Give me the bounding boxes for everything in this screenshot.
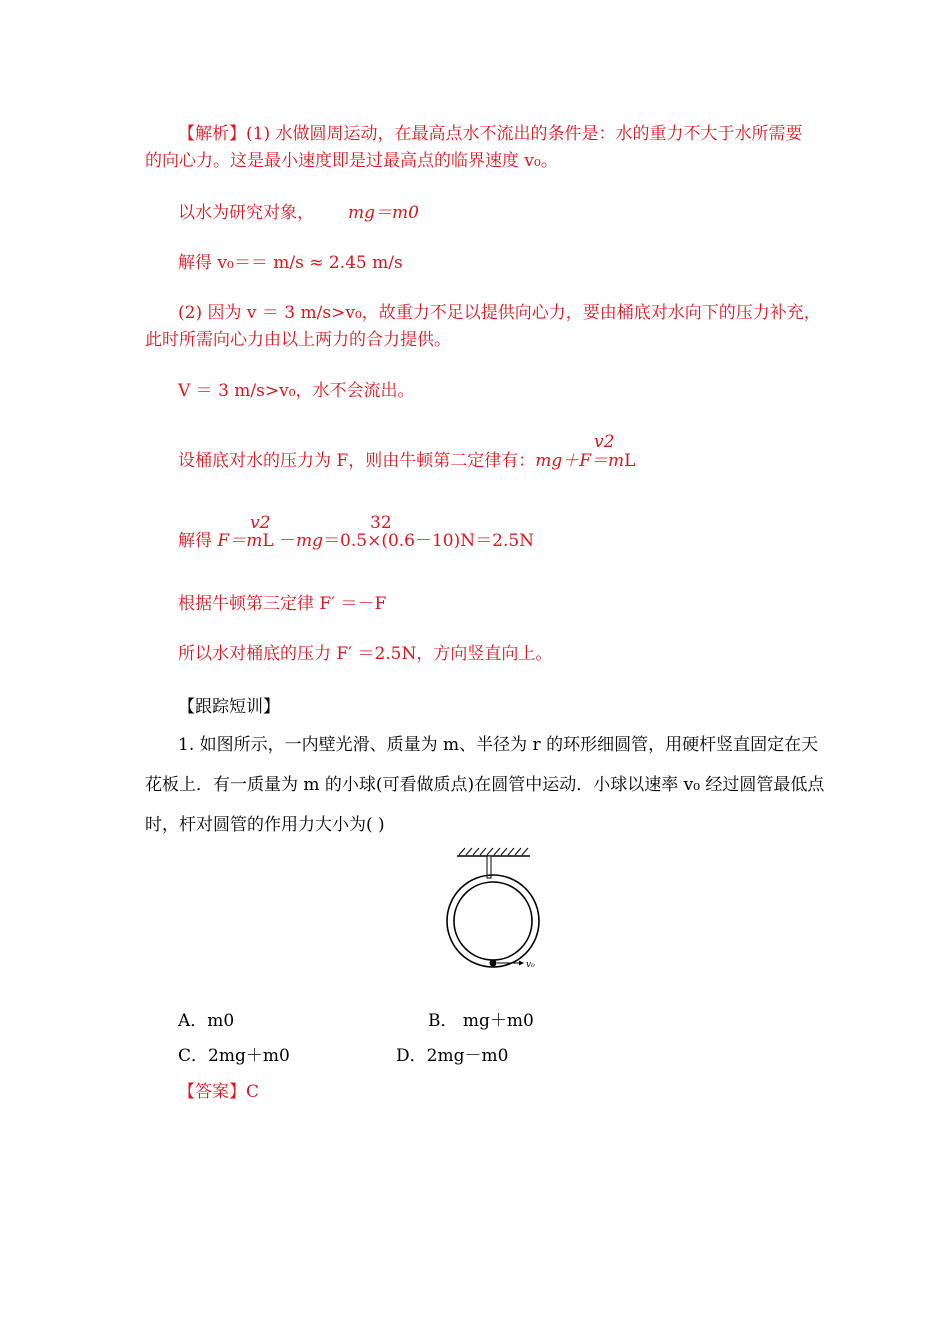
analysis-text: 以水为研究对象，: [178, 203, 314, 223]
analysis-line-7: V ＝ 3 m/s>v₀，水不会流出。: [178, 381, 415, 401]
fraction-numerator: 32: [370, 513, 392, 533]
analysis-line-10: 根据牛顿第三定律 F′ ＝－F: [178, 594, 387, 614]
formula-denominator: L: [624, 451, 636, 471]
analysis-text: 解得: [178, 531, 218, 551]
analysis-line-9: [178, 530, 534, 552]
velocity-label: v₀: [526, 960, 535, 970]
analysis-text: 设桶底对水的压力为 F，则由牛顿第二定律有：: [178, 451, 536, 471]
formula: mg＋F＝m: [535, 451, 625, 471]
option-d: D．2mg－m0: [396, 1046, 509, 1066]
analysis-line-5: (2) 因为 v ＝ 3 m/s>v₀，故重力不足以提供向心力，要由桶底对水向下的压力补充，: [178, 303, 821, 323]
analysis-line-1: [178, 123, 802, 145]
practice-heading: 【跟踪短训】: [178, 697, 280, 717]
analysis-text: (1) 水做圆周运动，在最高点水不流出的条件是：水的重力不大于水所需要: [246, 124, 803, 144]
formula: L －: [262, 531, 297, 551]
analysis-line-2: 的向心力。这是最小速度即是过最高点的临界速度 v₀。: [145, 151, 558, 171]
answer-line: [178, 1081, 259, 1103]
ceiling-hatch: [457, 848, 530, 856]
analysis-line-8: [178, 450, 635, 472]
ball: [490, 960, 497, 967]
answer-value: C: [246, 1082, 260, 1102]
formula: mg: [296, 531, 324, 551]
question-line-1: 1. 如图所示，一内壁光滑、质量为 m、半径为 r 的环形细圆管，用硬杆竖直固定在天: [178, 735, 819, 755]
ring-tube-figure: [445, 846, 545, 976]
analysis-line-4: 解得 v₀＝＝ m/s ≈ 2.45 m/s: [178, 253, 403, 273]
fraction-numerator: v2: [250, 513, 271, 533]
question-line-3: 时，杆对圆管的作用力大小为( ): [145, 815, 385, 835]
formula: F＝m: [217, 531, 263, 551]
analysis-heading: 【解析】: [178, 124, 246, 144]
ring-outer: [447, 875, 539, 967]
option-a: A．m0: [178, 1011, 235, 1031]
analysis-line-11: 所以水对桶底的压力 F′ ＝2.5N，方向竖直向上。: [178, 644, 553, 664]
formula: mg＝m0: [348, 203, 419, 223]
fraction-numerator: v2: [594, 432, 615, 452]
formula: ＝0.5×(0.6－10)N＝2.5N: [323, 531, 535, 551]
analysis-line-3: [178, 202, 419, 224]
analysis-line-6: 此时所需向心力由以上两力的合力提供。: [145, 330, 451, 350]
answer-heading: 【答案】: [178, 1082, 246, 1102]
option-b: B． mg＋m0: [428, 1011, 534, 1031]
option-c: C．2mg＋m0: [178, 1046, 290, 1066]
ring-inner: [454, 882, 532, 960]
question-line-2: 花板上．有一质量为 m 的小球(可看做质点)在圆管中运动．小球以速率 v₀ 经过圆管最低点: [145, 775, 825, 795]
arrow-head: [519, 961, 524, 966]
